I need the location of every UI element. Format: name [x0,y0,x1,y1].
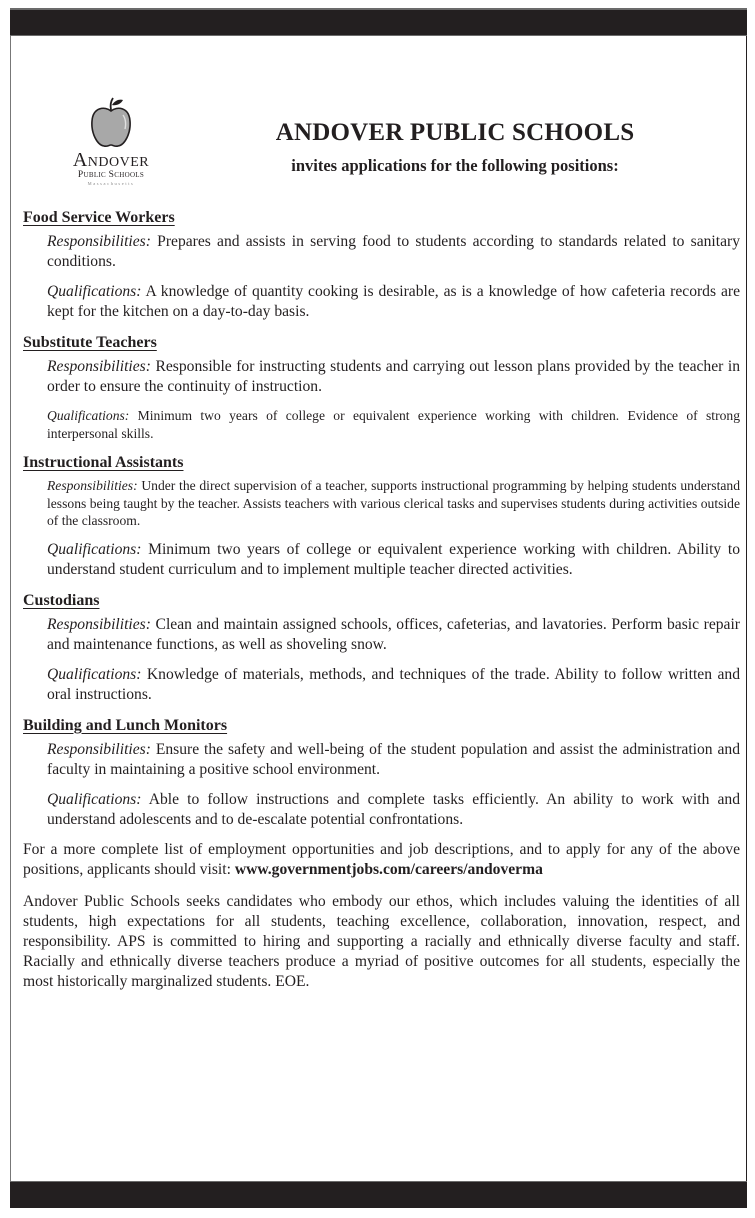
bottom-bar [10,1181,747,1208]
school-logo [52,97,170,187]
qualifications [47,665,740,705]
qualifications-label: Qualifications: [47,408,130,423]
qualifications [47,407,740,442]
responsibilities [47,615,740,655]
logo-name: Andover [72,149,150,171]
logo-subtitle: Public Schools [77,170,145,180]
responsibilities-text: Prepares and assists in serving food to students according to standards related to sanitary conditions. [47,233,741,270]
qualifications-label: Qualifications: [47,790,142,808]
logo-state: Massachusetts [87,181,135,186]
position-building-lunch-monitors [23,715,740,830]
position-instructional-assistants [23,452,740,580]
qualifications-text: Knowledge of materials, methods, and techniques of the trade. Ability to follow written and oral instructions. [47,665,740,703]
responsibilities [47,357,740,397]
qualifications-label: Qualifications: [47,540,142,558]
page-subtitle: invites applications for the following positions: [291,156,619,175]
position-food-service-workers [23,207,740,322]
responsibilities-text: Ensure the safety and well-being of the student population and assist the administration and faculty in maintaining a positive school environment. [47,740,740,778]
responsibilities [47,740,740,780]
responsibilities-text: Responsible for instructing students and carrying out lesson plans provided by the teacher in order to ensure the continuity of instruction. [47,358,740,395]
responsibilities [47,232,740,272]
positions-list [23,207,740,1004]
position-custodians [23,590,740,705]
responsibilities-text: Clean and maintain assigned schools, offices, cafeterias, and lavatories. Perform basic repair and maintenance functions, as well as shoveling snow. [47,615,740,653]
position-title: Custodians [23,591,100,609]
responsibilities-label: Responsibilities: [47,478,138,493]
apple-icon [88,97,134,149]
qualifications-text: A knowledge of quantity cooking is desirable, as is a knowledge of how cafeteria records are kept for the kitchen on a day-to-day basis. [47,283,740,320]
responsibilities-label: Responsibilities: [47,358,151,375]
position-title: Food Service Workers [23,209,175,226]
qualifications-label: Qualifications: [47,283,142,300]
apply-text: For a more complete list of employment opportunities and job descriptions, and to apply for any of the above positions, applicants should visit: [23,840,740,878]
position-title: Building and Lunch Monitors [23,716,228,734]
responsibilities [47,477,740,530]
responsibilities-label: Responsibilities: [47,740,151,758]
responsibilities-text: Under the direct supervision of a teacher, supports instructional programming by helping students understand lessons being taught by the teacher. Assists teachers with various clerical tasks and supervises students during activities outside of the classroom. [47,478,741,528]
position-substitute-teachers [23,332,740,442]
qualifications [47,540,740,580]
apply-url-link[interactable]: www.governmentjobs.com/careers/andoverma [234,860,543,878]
qualifications [47,282,740,322]
qualifications-text: Minimum two years of college or equivalent experience working with children. Evidence of strong interpersonal skills. [47,408,740,441]
page-header [230,118,680,176]
page-title: ANDOVER PUBLIC SCHOOLS [275,119,635,146]
position-title: Substitute Teachers [23,334,157,351]
ethos-paragraph: Andover Public Schools seeks candidates who embody our ethos, which includes valuing the identities of all students, high expectations for all students, teaching excellence, collaboration, innovation, respect, and responsibility. APS is committed to hiring and supporting a racially and ethnically diverse faculty and staff. Racially and ethnically diverse teachers produce a myriad of positive outcomes for all students, especially the most historically marginalized students. EOE. [23,892,740,990]
qualifications-text: Minimum two years of college or equivalent experience working with children. Ability to understand student curriculum and to implement multiple teacher directed activities. [47,540,740,578]
position-title: Instructional Assistants [23,454,184,471]
responsibilities-label: Responsibilities: [47,615,151,633]
qualifications-label: Qualifications: [47,665,142,683]
responsibilities-label: Responsibilities: [47,233,151,250]
qualifications-text: Able to follow instructions and complete tasks efficiently. An ability to work with and understand adolescents and to de-escalate potential confrontations. [47,790,740,828]
apply-paragraph [23,840,740,880]
qualifications [47,790,740,830]
top-bar [10,8,747,36]
